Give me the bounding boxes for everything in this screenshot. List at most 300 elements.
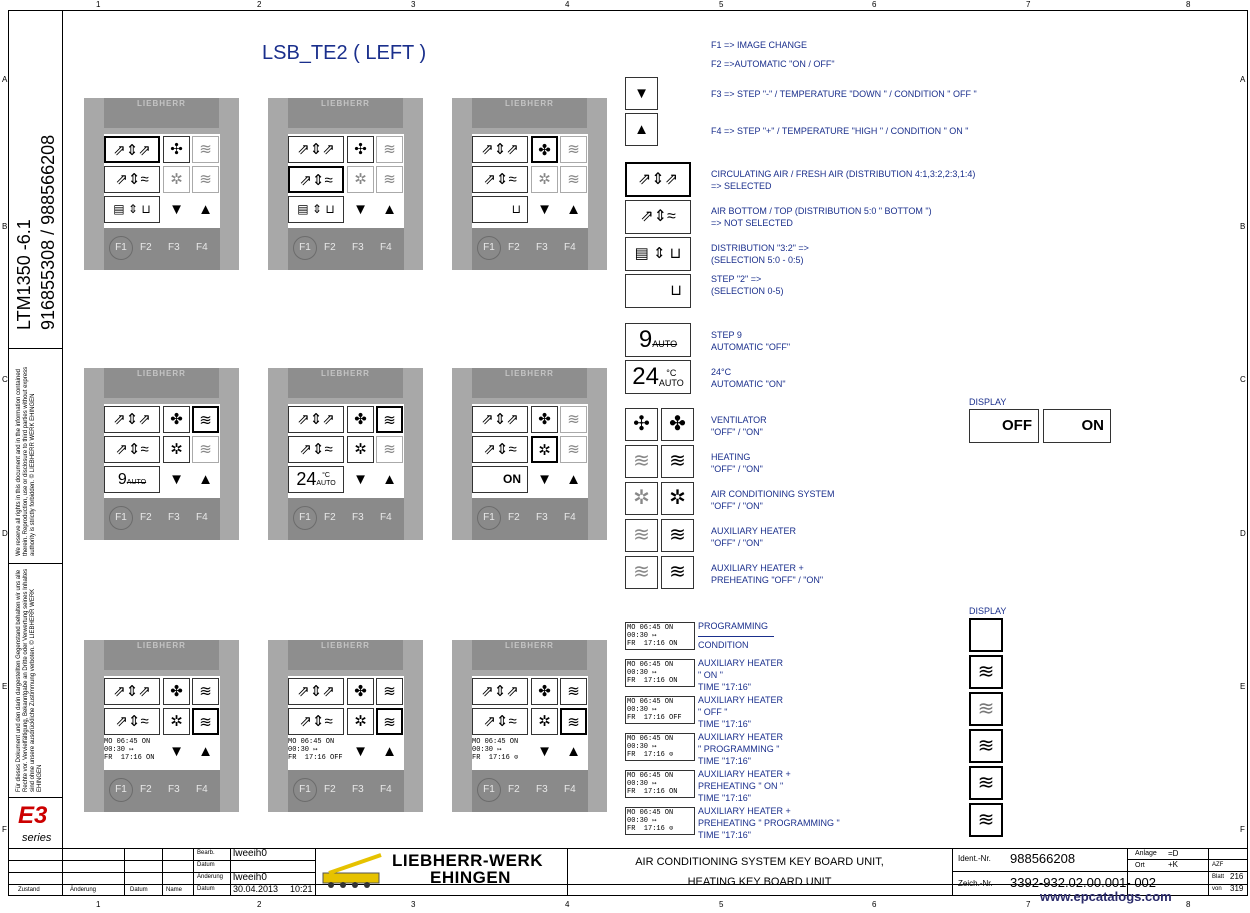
ruler-col-5: 5 — [719, 0, 724, 9]
f2-key[interactable]: F2 — [508, 784, 520, 795]
prog-line3: FR 17:16 OFF — [288, 754, 343, 762]
function-keys — [288, 770, 404, 812]
circulating-air-icon[interactable]: ⇗⇕⇗ — [288, 406, 344, 433]
prog-sample-3: MO 06:45 ON 00:30 ↦ FR 17:16 OFF — [625, 696, 695, 724]
prog-s5-l1: MO 06:45 ON — [627, 772, 674, 780]
prog-s4-l1: MO 06:45 ON — [627, 735, 674, 743]
left-strip-border — [62, 10, 63, 848]
prog-s5-l2: 00:30 — [627, 780, 649, 788]
legend-distribution-icon: ▤ ⇕ ⊔ — [625, 237, 691, 271]
tb-anlage-label: Anlage — [1135, 850, 1157, 857]
ruler-row-c-right: C — [1240, 375, 1246, 384]
function-keys — [288, 228, 404, 270]
fan-on-icon[interactable]: ✤ — [163, 406, 190, 433]
up-arrow-icon[interactable]: ▲ — [560, 196, 587, 223]
f1-key[interactable]: F1 — [109, 506, 133, 530]
f2-key[interactable]: F2 — [324, 242, 336, 253]
circulating-air-icon[interactable]: ⇗⇕⇗ — [472, 678, 528, 705]
panel-row3-col1 — [84, 640, 239, 812]
f2-key[interactable]: F2 — [324, 512, 336, 523]
fan-off-icon[interactable]: ✣ — [347, 136, 374, 163]
f4-key[interactable]: F4 — [564, 784, 576, 795]
legend-bot2: => NOT SELECTED — [711, 218, 793, 228]
function-keys — [472, 498, 588, 540]
ruler-col-3-bottom: 3 — [411, 900, 416, 909]
ruler-row-a: A — [2, 75, 8, 84]
panel-row1-col1 — [84, 98, 239, 270]
ruler-row-f: F — [2, 825, 7, 834]
f4-key[interactable]: F4 — [196, 784, 208, 795]
legend-dist2: (SELECTION 5:0 - 0:5) — [711, 255, 804, 265]
prog-s3-l2: 00:30 — [627, 706, 649, 714]
prog-line1: MO 06:45 ON — [472, 738, 519, 746]
air-bottom-icon[interactable]: ⇗⇕≈ — [472, 166, 528, 193]
legend-aux-off-icon: ≋ — [625, 519, 658, 552]
prog-line2: 00:30 — [288, 746, 310, 754]
legend-temp-display — [625, 360, 691, 394]
tb-name: Name — [166, 887, 183, 893]
legend-ac-off-icon: ✲ — [625, 482, 658, 515]
prog-s6-l1: MO 06:45 ON — [627, 809, 674, 817]
drawing-description-1: AIR CONDITIONING SYSTEM KEY BOARD UNIT, — [635, 856, 884, 868]
down-arrow-icon[interactable]: ▼ — [347, 196, 374, 223]
ac-off-icon[interactable]: ✲ — [163, 166, 190, 193]
tb-von-value: 319 — [1230, 884, 1244, 893]
panel-screen — [472, 404, 588, 498]
legend-fan-off-icon: ✣ — [625, 408, 658, 441]
prog-s4-l3: FR 17:16 ⊙ — [627, 751, 674, 759]
legend-step-icon: ⊔ — [625, 274, 691, 308]
tb-datum-value: 30.04.2013 — [233, 884, 279, 894]
tb-bearb-label: Bearb. — [197, 850, 215, 856]
heating-on-icon[interactable]: ≋ — [192, 678, 219, 705]
legend-p5c: TIME "17:16" — [698, 830, 751, 840]
prog-line3: FR 17:16 ⊙ — [472, 754, 519, 762]
panel-screen — [288, 134, 404, 228]
tb-azf: AZF — [1212, 862, 1224, 868]
panel-brand: LIEBHERR — [472, 640, 587, 670]
fan-on-icon[interactable]: ✤ — [531, 406, 558, 433]
tb-bearb-value: lweeih0 — [233, 848, 267, 859]
f3-key[interactable]: F3 — [536, 784, 548, 795]
heating-off-icon[interactable]: ≋ — [560, 406, 587, 433]
legend-t24b: AUTOMATIC "ON" — [711, 379, 786, 389]
up-arrow-icon[interactable]: ▲ — [192, 196, 219, 223]
legend-p5a: AUXILIARY HEATER + — [698, 806, 791, 816]
up-arrow-icon[interactable]: ▲ — [376, 196, 403, 223]
panel-screen — [104, 676, 220, 770]
f3-key[interactable]: F3 — [168, 512, 180, 523]
tb-datum-label-2: Datum — [197, 886, 215, 892]
up-arrow-icon[interactable]: ▲ — [192, 738, 219, 765]
f4-key[interactable]: F4 — [564, 242, 576, 253]
series-word: series — [22, 832, 52, 844]
down-arrow-icon[interactable]: ▼ — [531, 196, 558, 223]
prog-sample-2: MO 06:45 ON 00:30 ↦ FR 17:16 ON — [625, 659, 695, 687]
panel-brand: LIEBHERR — [104, 640, 219, 670]
air-bottom-icon[interactable]: ⇗⇕≈ — [104, 166, 160, 193]
ruler-col-4: 4 — [565, 0, 570, 9]
prog-s6-l3: FR 17:16 ⊙ — [627, 825, 674, 833]
ruler-row-e-right: E — [1240, 682, 1246, 691]
fan-off-icon[interactable]: ✣ — [163, 136, 190, 163]
prog-s3-l3: FR 17:16 OFF — [627, 714, 682, 722]
legend-f3: F3 => STEP "-" / TEMPERATURE "DOWN " / CONDITION " OFF " — [711, 89, 977, 99]
panel-brand: LIEBHERR — [104, 98, 219, 128]
aux-heater-off-icon[interactable]: ≋ — [192, 436, 219, 463]
display-empty-box — [969, 618, 1003, 652]
ruler-row-b-right: B — [1240, 222, 1246, 231]
f2-key[interactable]: F2 — [140, 242, 152, 253]
air-bottom-icon[interactable]: ⇗⇕≈ — [104, 436, 160, 463]
tb-zeich-label: Zeich.-Nr. — [958, 879, 993, 888]
f3-key[interactable]: F3 — [168, 242, 180, 253]
f1-key[interactable]: F1 — [477, 506, 501, 530]
aux-heater-off-icon[interactable]: ≋ — [192, 166, 219, 193]
circulating-air-icon[interactable]: ⇗⇕⇗ — [472, 136, 528, 163]
function-keys — [104, 228, 220, 270]
panel-row1-col2 — [268, 98, 423, 270]
distribution-icon: ▤ ⇕ ⊔ — [104, 196, 160, 223]
tb-blatt-label: Blatt — [1212, 874, 1225, 880]
circulating-air-icon[interactable]: ⇗⇕⇗ — [288, 678, 344, 705]
legend-step9-value: 9 — [638, 326, 653, 353]
legend-aux1: AUXILIARY HEATER — [711, 526, 797, 536]
tb-time-value: 10:21 — [290, 884, 313, 894]
down-arrow-icon[interactable]: ▼ — [531, 738, 558, 765]
ruler-col-2-bottom: 2 — [257, 900, 262, 909]
panel-row2-col2 — [268, 368, 423, 540]
down-arrow-icon[interactable]: ▼ — [347, 738, 374, 765]
ruler-row-e: E — [2, 682, 8, 691]
legend-auxp-off-icon: ≋ — [625, 556, 658, 589]
aux-heater-programming-icon[interactable]: ≋ — [560, 708, 587, 735]
strip-divider-2 — [8, 563, 63, 564]
prog-sample-6: MO 06:45 ON 00:30 ↦ FR 17:16 ⊙ — [625, 807, 695, 835]
f2-key[interactable]: F2 — [140, 512, 152, 523]
f4-key[interactable]: F4 — [380, 512, 392, 523]
legend-bot1: AIR BOTTOM / TOP (DISTRIBUTION 5:0 " BOTTOM ") — [711, 206, 932, 216]
legend-f4: F4 => STEP "+" / TEMPERATURE "HIGH " / CONDITION " ON " — [711, 126, 969, 136]
display-label-1: DISPLAY — [969, 397, 1007, 407]
up-arrow-icon[interactable]: ▲ — [376, 738, 403, 765]
document-number-2: 916855308 / 988566208 — [38, 134, 58, 330]
fan-on-icon[interactable]: ✤ — [163, 678, 190, 705]
display-aux-on-icon: ≋ — [969, 655, 1003, 689]
tb-von-label: von — [1212, 886, 1222, 892]
circulating-air-icon[interactable]: ⇗⇕⇗ — [288, 136, 344, 163]
prog-s1-l2: 00:30 — [627, 632, 649, 640]
legend-dist1: DISTRIBUTION "3:2" => — [711, 243, 809, 253]
heating-on-icon[interactable]: ≋ — [376, 406, 403, 433]
air-bottom-icon[interactable]: ⇗⇕≈ — [288, 166, 344, 193]
ruler-col-1: 1 — [96, 0, 101, 9]
legend-f2: F2 =>AUTOMATIC "ON / OFF" — [711, 59, 835, 69]
ruler-col-1-bottom: 1 — [96, 900, 101, 909]
temperature-display — [288, 466, 344, 493]
fan-on-icon[interactable]: ✤ — [531, 678, 558, 705]
legend-p2b: " OFF " — [698, 707, 728, 717]
legend-vent1: VENTILATOR — [711, 415, 767, 425]
f4-key[interactable]: F4 — [196, 512, 208, 523]
legend-ac2: "OFF" / "ON" — [711, 501, 763, 511]
f1-key[interactable]: F1 — [293, 236, 317, 260]
air-bottom-icon[interactable]: ⇗⇕≈ — [288, 708, 344, 735]
tb-aenderung-label: Änderung — [197, 874, 224, 880]
function-keys — [288, 498, 404, 540]
down-arrow-icon[interactable]: ▼ — [163, 466, 190, 493]
prog-s1-l1: MO 06:45 ON — [627, 624, 674, 632]
heating-on-icon[interactable]: ≋ — [192, 406, 219, 433]
legend-p4c: TIME "17:16" — [698, 793, 751, 803]
legend-p4a: AUXILIARY HEATER + — [698, 769, 791, 779]
panel-row3-col3 — [452, 640, 607, 812]
heating-off-icon[interactable]: ≋ — [192, 136, 219, 163]
ruler-row-d: D — [2, 529, 8, 538]
aux-heater-off-icon[interactable]: ≋ — [376, 166, 403, 193]
up-arrow-icon[interactable]: ▲ — [560, 738, 587, 765]
page-title: LSB_TE2 ( LEFT ) — [262, 42, 427, 64]
legend-auxp2: PREHEATING "OFF" / "ON" — [711, 575, 824, 585]
ac-on-icon[interactable]: ✲ — [531, 708, 558, 735]
up-arrow-icon[interactable]: ▲ — [376, 466, 403, 493]
tb-blatt-value: 216 — [1230, 872, 1244, 881]
tb-datum: Datum — [130, 887, 148, 893]
f1-key[interactable]: F1 — [293, 778, 317, 802]
prog-sample-5: MO 06:45 ON 00:30 ↦ FR 17:16 ON — [625, 770, 695, 798]
circulating-air-icon[interactable]: ⇗⇕⇗ — [472, 406, 528, 433]
aux-heater-off-icon[interactable]: ≋ — [376, 708, 403, 735]
ruler-col-7-bottom: 7 — [1026, 900, 1031, 909]
series-logo: E3 — [18, 802, 48, 829]
f3-key[interactable]: F3 — [536, 242, 548, 253]
legend-p5b: PREHEATING " PROGRAMMING " — [698, 818, 840, 828]
legend-p3b: " PROGRAMMING " — [698, 744, 780, 754]
legend-temp-auto: AUTO — [658, 377, 684, 388]
fan-on-icon[interactable]: ✤ — [531, 136, 558, 163]
f3-key[interactable]: F3 — [352, 512, 364, 523]
f1-key[interactable]: F1 — [477, 236, 501, 260]
prog-s5-l3: FR 17:16 ON — [627, 788, 678, 796]
legend-auxp1: AUXILIARY HEATER + — [711, 563, 804, 573]
aux-heater-off-icon[interactable]: ≋ — [376, 436, 403, 463]
up-arrow-icon[interactable]: ▲ — [192, 466, 219, 493]
panel-row2-col3 — [452, 368, 607, 540]
legend-up-arrow-icon: ▲ — [625, 113, 658, 146]
function-keys — [104, 770, 220, 812]
display-auxp-on-icon: ≋ — [969, 766, 1003, 800]
f1-key[interactable]: F1 — [109, 778, 133, 802]
program-display: MO 06:45 ON 00:30 ↦ FR 17:16 OFF — [288, 738, 343, 762]
ac-on-icon[interactable]: ✲ — [163, 436, 190, 463]
drawing-description-2: HEATING KEY BOARD UNIT — [687, 876, 832, 888]
legend-vent2: "OFF" / "ON" — [711, 427, 763, 437]
heating-on-icon[interactable]: ≋ — [376, 678, 403, 705]
ac-off-icon[interactable]: ✲ — [531, 166, 558, 193]
air-bottom-icon[interactable]: ⇗⇕≈ — [472, 436, 528, 463]
f1-key[interactable]: F1 — [477, 778, 501, 802]
tb-zeich-value: 3392-932.02.00.001- 002 — [1010, 875, 1157, 890]
prog-sample-1: MO 06:45 ON 00:30 ↦ FR 17:16 ON — [625, 622, 695, 650]
legend-fan-on-icon: ✤ — [661, 408, 694, 441]
up-arrow-icon[interactable]: ▲ — [560, 466, 587, 493]
legend-heat2: "OFF" / "ON" — [711, 464, 763, 474]
display-aux-prog-icon: ≋ — [969, 729, 1003, 763]
aux-heater-off-icon[interactable]: ≋ — [560, 166, 587, 193]
company-name-1: LIEBHERR-WERK — [392, 851, 543, 870]
ac-on-icon[interactable]: ✲ — [347, 436, 374, 463]
panel-brand: LIEBHERR — [472, 368, 587, 398]
tb-ort-value: +K — [1168, 860, 1179, 869]
prog-sample-4: MO 06:45 ON 00:30 ↦ FR 17:16 ⊙ — [625, 733, 695, 761]
legend-auxp-on-icon: ≋ — [661, 556, 694, 589]
f3-key[interactable]: F3 — [352, 784, 364, 795]
function-keys — [104, 498, 220, 540]
legend-step2: (SELECTION 0-5) — [711, 286, 784, 296]
legend-cond: CONDITION — [698, 640, 749, 650]
prog-s2-l2: 00:30 — [627, 669, 649, 677]
f4-key[interactable]: F4 — [380, 784, 392, 795]
prog-line3: FR 17:16 ON — [104, 754, 155, 762]
ruler-row-b: B — [2, 222, 8, 231]
fan-on-icon[interactable]: ✤ — [347, 678, 374, 705]
legend-p4b: PREHEATING " ON " — [698, 781, 784, 791]
copyright-english: We reserve all rights in this document and in the information contained therein. Reproduction, use or disclosure to third parties without express authority is strictly forbidden. © LIEBHERR WERK EHINGEN — [16, 366, 36, 556]
air-bottom-icon[interactable]: ⇗⇕≈ — [104, 708, 160, 735]
heating-off-icon[interactable]: ≋ — [560, 136, 587, 163]
f4-key[interactable]: F4 — [564, 512, 576, 523]
prog-line2: 00:30 — [104, 746, 126, 754]
ac-on-icon[interactable]: ✲ — [163, 708, 190, 735]
heating-off-icon[interactable]: ≋ — [376, 136, 403, 163]
ruler-col-5-bottom: 5 — [719, 900, 724, 909]
f1-key[interactable]: F1 — [109, 236, 133, 260]
legend-p3c: TIME "17:16" — [698, 756, 751, 766]
ruler-col-6: 6 — [872, 0, 877, 9]
legend-air-bottom-icon: ⇗⇕≈ — [625, 200, 691, 234]
panel-row1-col3 — [452, 98, 607, 270]
legend-temp-unit: °C — [666, 367, 677, 378]
display-aux-off-icon: ≋ — [969, 692, 1003, 726]
legend-step9-auto: AUTO — [652, 339, 678, 349]
f3-key[interactable]: F3 — [536, 512, 548, 523]
circulating-air-icon[interactable]: ⇗⇕⇗ — [104, 136, 160, 163]
program-display: MO 06:45 ON 00:30 ↦ FR 17:16 ⊙ — [472, 738, 519, 762]
top-ruler-line — [8, 10, 1248, 11]
fan-on-icon[interactable]: ✤ — [347, 406, 374, 433]
tb-aenderung: Änderung — [70, 887, 97, 893]
prog-s4-l2: 00:30 — [627, 743, 649, 751]
down-arrow-icon[interactable]: ▼ — [163, 738, 190, 765]
panel-screen — [104, 404, 220, 498]
panel-screen — [104, 134, 220, 228]
down-arrow-icon[interactable]: ▼ — [347, 466, 374, 493]
ruler-row-a-right: A — [1240, 75, 1246, 84]
heating-on-icon[interactable]: ≋ — [560, 678, 587, 705]
ac-off-icon[interactable]: ✲ — [347, 166, 374, 193]
ruler-col-3: 3 — [411, 0, 416, 9]
crane-logo-icon — [319, 851, 389, 891]
prog-s3-l1: MO 06:45 ON — [627, 698, 674, 706]
panel-brand: LIEBHERR — [288, 98, 403, 128]
prog-s2-l3: FR 17:16 ON — [627, 677, 678, 685]
panel-screen — [288, 676, 404, 770]
temp-value: 24 — [296, 469, 317, 489]
legend-p1c: TIME "17:16" — [698, 682, 751, 692]
aux-heater-on-icon[interactable]: ≋ — [192, 708, 219, 735]
panel-row3-col2 — [268, 640, 423, 812]
circulating-air-icon[interactable]: ⇗⇕⇗ — [104, 678, 160, 705]
distribution-icon: ▤ ⇕ ⊔ — [288, 196, 344, 223]
display-off: OFF — [969, 409, 1039, 443]
f2-key[interactable]: F2 — [508, 242, 520, 253]
prog-s1-l3: FR 17:16 ON — [627, 640, 678, 648]
down-arrow-icon[interactable]: ▼ — [163, 196, 190, 223]
legend-s9a: STEP 9 — [711, 330, 742, 340]
step-value: 9 — [117, 471, 127, 488]
panel-brand: LIEBHERR — [104, 368, 219, 398]
prog-line1: MO 06:45 ON — [288, 738, 335, 746]
prog-line2: 00:30 — [472, 746, 494, 754]
panel-screen — [288, 404, 404, 498]
f4-key[interactable]: F4 — [380, 242, 392, 253]
ruler-row-d-right: D — [1240, 529, 1246, 538]
legend-f1: F1 => IMAGE CHANGE — [711, 40, 808, 50]
f4-key[interactable]: F4 — [196, 242, 208, 253]
program-display: MO 06:45 ON 00:30 ↦ FR 17:16 ON — [104, 738, 155, 762]
legend-ac-on-icon: ✲ — [661, 482, 694, 515]
f2-key[interactable]: F2 — [324, 784, 336, 795]
display-auxp-prog-icon: ≋ — [969, 803, 1003, 837]
copyright-german: Für dieses Dokument und den darin dargestellten Gegenstand behalten wir uns alle Rechte vor. Vervielfältigung, Bekanntgabe an Dritte oder Verwertung seines Inhaltes sind ohne unsere ausdrückliche Zustimmung verboten. © LIEBHERR WERK EHINGEN — [16, 568, 43, 792]
prog-underline — [698, 636, 774, 637]
f1-key[interactable]: F1 — [293, 506, 317, 530]
legend-temp-value: 24 — [632, 363, 659, 390]
legend-p2a: AUXILIARY HEATER — [698, 695, 784, 705]
ac-on-display: ON — [472, 466, 528, 493]
down-arrow-icon[interactable]: ▼ — [531, 466, 558, 493]
prog-line1: MO 06:45 ON — [104, 738, 151, 746]
legend-p3a: AUXILIARY HEATER — [698, 732, 784, 742]
f3-key[interactable]: F3 — [352, 242, 364, 253]
auto-label: AUTO — [126, 479, 147, 486]
f3-key[interactable]: F3 — [168, 784, 180, 795]
legend-p1b: " ON " — [698, 670, 723, 680]
legend-aux2: "OFF" / "ON" — [711, 538, 763, 548]
ruler-col-2: 2 — [257, 0, 262, 9]
ruler-col-8: 8 — [1186, 0, 1191, 9]
aux-heater-off-icon[interactable]: ≋ — [560, 436, 587, 463]
legend-down-arrow-icon: ▼ — [625, 77, 658, 110]
f2-key[interactable]: F2 — [140, 784, 152, 795]
strip-divider-1 — [8, 348, 63, 349]
tb-anlage-value: =D — [1168, 849, 1179, 858]
ruler-col-8-bottom: 8 — [1186, 900, 1191, 909]
ruler-col-6-bottom: 6 — [872, 900, 877, 909]
circulating-air-icon[interactable]: ⇗⇕⇗ — [104, 406, 160, 433]
panel-screen — [472, 134, 588, 228]
f2-key[interactable]: F2 — [508, 512, 520, 523]
air-bottom-icon[interactable]: ⇗⇕≈ — [288, 436, 344, 463]
step9-display — [104, 466, 160, 493]
ac-on-icon[interactable]: ✲ — [531, 436, 558, 463]
panel-brand: LIEBHERR — [288, 640, 403, 670]
legend-circulating-air-icon: ⇗⇕⇗ — [625, 162, 691, 197]
legend-heat1: HEATING — [711, 452, 751, 462]
air-bottom-icon[interactable]: ⇗⇕≈ — [472, 708, 528, 735]
tb-ident-label: Ident.-Nr. — [958, 854, 991, 863]
ac-on-icon[interactable]: ✲ — [347, 708, 374, 735]
